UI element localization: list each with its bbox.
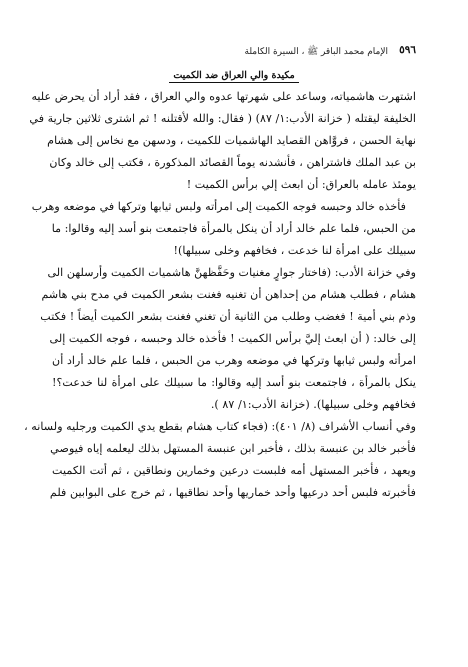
text-line: من الحبس، فلما علم خالد أراد أن ينكل بالمرأة فاجتمعت بنو أسد إليه وقالوا: ما bbox=[51, 222, 416, 235]
paragraph-1 bbox=[29, 86, 416, 196]
text-line: امرأته ولبس ثيابها وتركها في موضعه وهرب من الحبس ، فلما علم خالد أراد أن bbox=[52, 354, 416, 367]
paragraph-2 bbox=[31, 196, 416, 262]
text-line: وذم بني أمية ! فغضب وطلب من الثانية أن تغني فغنت بشعر الكميت أيضاً ! فكتب bbox=[40, 310, 416, 323]
paragraph-3 bbox=[40, 262, 416, 416]
paragraph-4 bbox=[24, 416, 416, 504]
text-line: فأخبر خالد بن عنبسة بذلك ، فأخبر ابن عنبسة المستهل بذلك ليعلمه إياه فيوصي bbox=[50, 442, 416, 455]
section-title-text: مكيدة والي العراق ضد الكميت bbox=[169, 70, 298, 83]
section-title bbox=[0, 70, 468, 81]
text-line: بن عبد الملك فاشتراهن ، فأنشدنه يوماً القصائد المذكورة ، فكتب إلى خالد وكان bbox=[49, 156, 416, 169]
text-line: نهاية الحسن ، فروَّاهن القصايد الهاشميات للكميت ، ودسهن مع نخاس إلى هشام bbox=[47, 134, 416, 147]
text-line: الخليفة ليقتله ( خزانة الأدب:١/ ٨٧) ( فقال: والله لأقتلنه ! ثم اشترى ثلاثين جارية في bbox=[29, 112, 416, 125]
text-line: فخافهم وخلى سبيلها). (خزانة الأدب:١/ ٨٧ ). bbox=[210, 398, 416, 411]
text-line: هشام ، فطلب هشام من إحداهن أن تغنيه فغنت بشعر الكميت في مدح بني هاشم bbox=[41, 288, 416, 301]
text-line: اشتهرت هاشمياته، وساعد على شهرتها عدوه والي العراق ، فقد أراد أن يحرض عليه bbox=[31, 90, 416, 103]
text-line: يومئذ عامله بالعراق: أن ابعث إلي برأس الكميت ! bbox=[186, 178, 416, 191]
page-number: ٥٩٦ bbox=[399, 44, 416, 56]
text-line: وفي أنساب الأشراف (٨/ ٤٠١): (فجاء كتاب هشام بقطع يدي الكميت ورجليه ولسانه ، bbox=[24, 420, 416, 433]
text-line: إلى خالد: ( أن ابعث إليَّ برأس الكميت ! فأخذه خالد وحبسه ، فوجه الكميت إلى bbox=[49, 332, 416, 345]
text-line: ينكل بالمرأة ، فاجتمعت بنو أسد إليه وقالوا: ما سبيلك على امرأة لنا خدعت؟! bbox=[52, 376, 416, 389]
text-line: ويعهد ، فأخبر المستهل أمه فلبست درعين وخمارين ونطاقين ، ثم أتت الكميت bbox=[52, 464, 416, 477]
text-line: وفي خزانة الأدب: (فاختار جوارٍ مغنيات وحَفَّظهنَّ هاشميات الكميت وأرسلهن الى bbox=[47, 266, 416, 279]
text-line: فأخذه خالد وحبسه فوجه الكميت إلى امرأته ولبس ثيابها وتركها في موضعه وهرب bbox=[31, 200, 406, 213]
text-line: فأخبرته فلبس أحد درعيها وأحد خماريها وأحد نطاقيها ، ثم خرج على البوابين فلم bbox=[49, 486, 416, 499]
body-text bbox=[24, 86, 416, 504]
running-header bbox=[52, 44, 416, 60]
text-line: سبيلك على امرأة لنا خدعت ، فخافهم وخلى سبيلها)! bbox=[173, 244, 416, 257]
running-header-title: الإمام محمد الباقر ﷺ ، السيرة الكاملة bbox=[244, 47, 388, 57]
